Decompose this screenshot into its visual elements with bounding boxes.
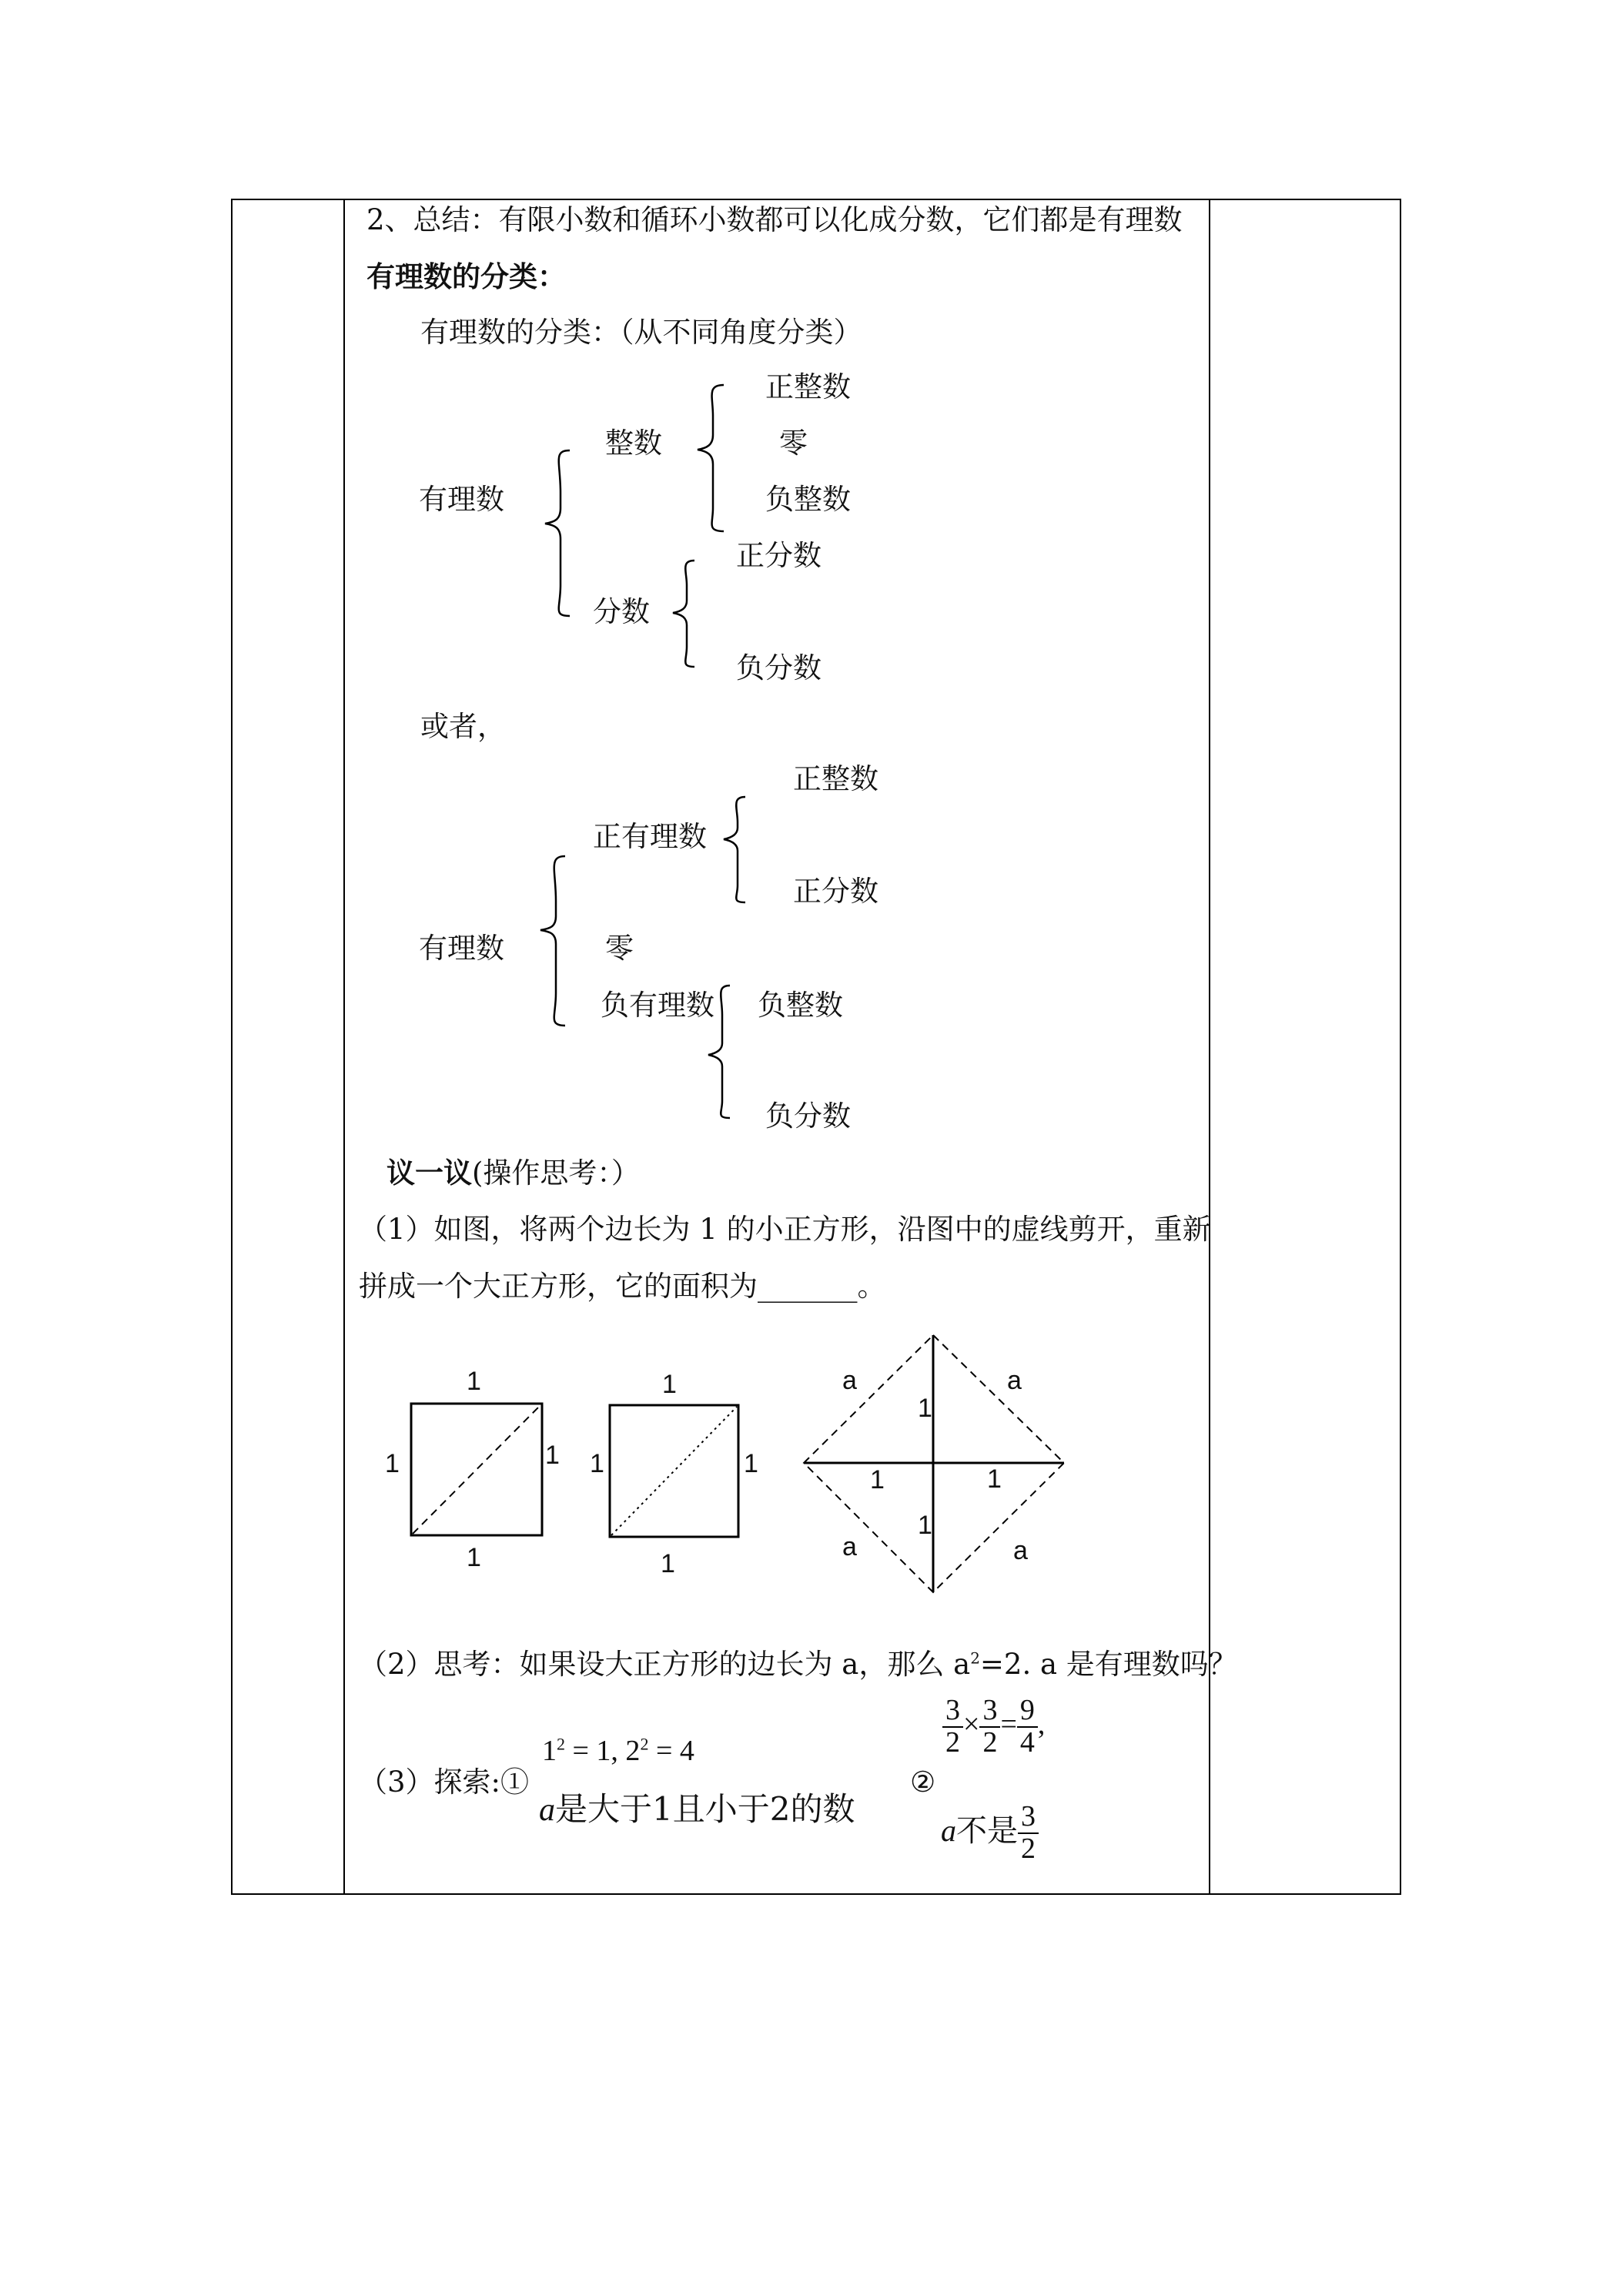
small-square-1: [411, 1404, 542, 1535]
question-1-line-1: （1）如图，将两个边长为 1 的小正方形，沿图中的虚线剪开，重新: [359, 1213, 1211, 1246]
table-bottom-border: [231, 1893, 1401, 1895]
q3-f1-b: = 1, 2: [565, 1735, 641, 1767]
tree1-pos-integer: 正整数: [765, 370, 851, 403]
tree2-pos-rational: 正有理数: [593, 820, 707, 853]
diamond-side-bl: a: [842, 1532, 857, 1561]
sq1-top-label: 1: [467, 1367, 481, 1396]
fraction-9-over-4: [1017, 1695, 1038, 1759]
times-sign: ×: [963, 1708, 980, 1741]
sq1-right-label: 1: [545, 1441, 560, 1470]
q3-statement-2: [941, 1802, 1039, 1865]
discuss-heading-bold: 议一议: [387, 1156, 472, 1190]
q3-text-1: 是大于1且小于2的数: [555, 1790, 855, 1828]
tree1-root: 有理数: [419, 483, 504, 516]
tree1-neg-fraction: 负分数: [736, 651, 822, 684]
tree2-neg-integer: 负整数: [758, 989, 843, 1022]
frac-d-num: 3: [1018, 1802, 1039, 1834]
tree1-pos-fraction: 正分数: [736, 539, 822, 572]
frac-a-den: 2: [945, 1725, 960, 1759]
sq2-top-label: 1: [662, 1370, 677, 1399]
frac-c-den: 4: [1019, 1725, 1035, 1759]
frac-c-num: 9: [1017, 1695, 1038, 1728]
fraction-3-over-2-c: [1018, 1802, 1039, 1865]
diamond-down-label: 1: [918, 1511, 932, 1540]
frac-b-den: 2: [982, 1725, 998, 1759]
sq2-bottom-label: 1: [661, 1549, 675, 1578]
diamond-left-label: 1: [870, 1465, 885, 1494]
q3-f1-a: 1: [542, 1735, 557, 1767]
square-1-dashed-diagonal: [413, 1405, 540, 1534]
diamond-side-br: a: [1013, 1536, 1028, 1565]
q2-superscript: 2: [970, 1648, 980, 1668]
q3-var-a-1: a: [539, 1792, 555, 1828]
frac-b-num: 3: [979, 1695, 1000, 1728]
diamond-right-label: 1: [987, 1464, 1002, 1494]
tree2-neg-fraction: 负分数: [765, 1099, 851, 1133]
tree2-root: 有理数: [419, 932, 504, 965]
diamond-side-tl: a: [842, 1366, 857, 1395]
q3-f1-exp1: 2: [557, 1734, 565, 1754]
classification-heading: 有理数的分类：: [366, 259, 566, 293]
tree2-pos-integer: 正整数: [793, 762, 878, 795]
frac-a-num: 3: [942, 1695, 963, 1728]
q3-circle-2: ②: [910, 1766, 936, 1799]
tree2-pos-fraction: 正分数: [793, 875, 878, 908]
q2-prefix: （2）思考：如果设大正方形的边长为 a，那么 a: [359, 1648, 971, 1681]
question-1-line-2: 拼成一个大正方形，它的面积为_______。: [359, 1270, 886, 1303]
fraction-3-over-2-a: [942, 1695, 963, 1759]
q3-formula-2: [942, 1695, 1045, 1759]
tree2-zero: 零: [605, 932, 634, 965]
frac-d-den: 2: [1021, 1832, 1036, 1865]
q3-statement-1: [539, 1784, 855, 1830]
summary-text: 2、总结：有限小数和循环小数都可以化成分数，它们都是有理数: [366, 203, 1183, 236]
q3-f1-c: = 4: [648, 1735, 694, 1767]
q3-formula-1: [542, 1734, 694, 1768]
classification-intro: 有理数的分类：（从不同角度分类）: [420, 316, 862, 349]
diamond-side-tr: a: [1007, 1366, 1022, 1395]
fraction-3-over-2-b: [979, 1695, 1000, 1759]
or-text: 或者，: [420, 710, 506, 743]
q3-f1-exp2: 2: [640, 1734, 649, 1754]
tree1-fraction: 分数: [593, 595, 650, 628]
comma: ,: [1037, 1708, 1046, 1741]
sq1-bottom-label: 1: [467, 1543, 481, 1572]
question-2: [359, 1648, 1237, 1681]
q3-var-a-2: a: [941, 1812, 956, 1848]
q3-label: （3）探索:①: [359, 1766, 530, 1799]
diamond-up-label: 1: [918, 1394, 932, 1423]
tree1-neg-integer: 负整数: [765, 483, 851, 516]
tree1-integer: 整数: [605, 427, 662, 460]
tree2-neg-rational: 负有理数: [601, 989, 714, 1022]
tree1-zero: 零: [779, 427, 808, 460]
equals-sign: =: [1000, 1708, 1017, 1741]
q3-text-2: 不是: [956, 1812, 1018, 1849]
discuss-heading-rest: (操作思考：）: [472, 1156, 640, 1190]
sq2-left-label: 1: [590, 1449, 604, 1478]
square-2-dotted-diagonal: [611, 1407, 737, 1535]
sq2-right-label: 1: [744, 1449, 758, 1478]
q2-suffix: =2. a 是有理数吗？: [979, 1648, 1237, 1681]
sq1-left-label: 1: [385, 1449, 400, 1478]
